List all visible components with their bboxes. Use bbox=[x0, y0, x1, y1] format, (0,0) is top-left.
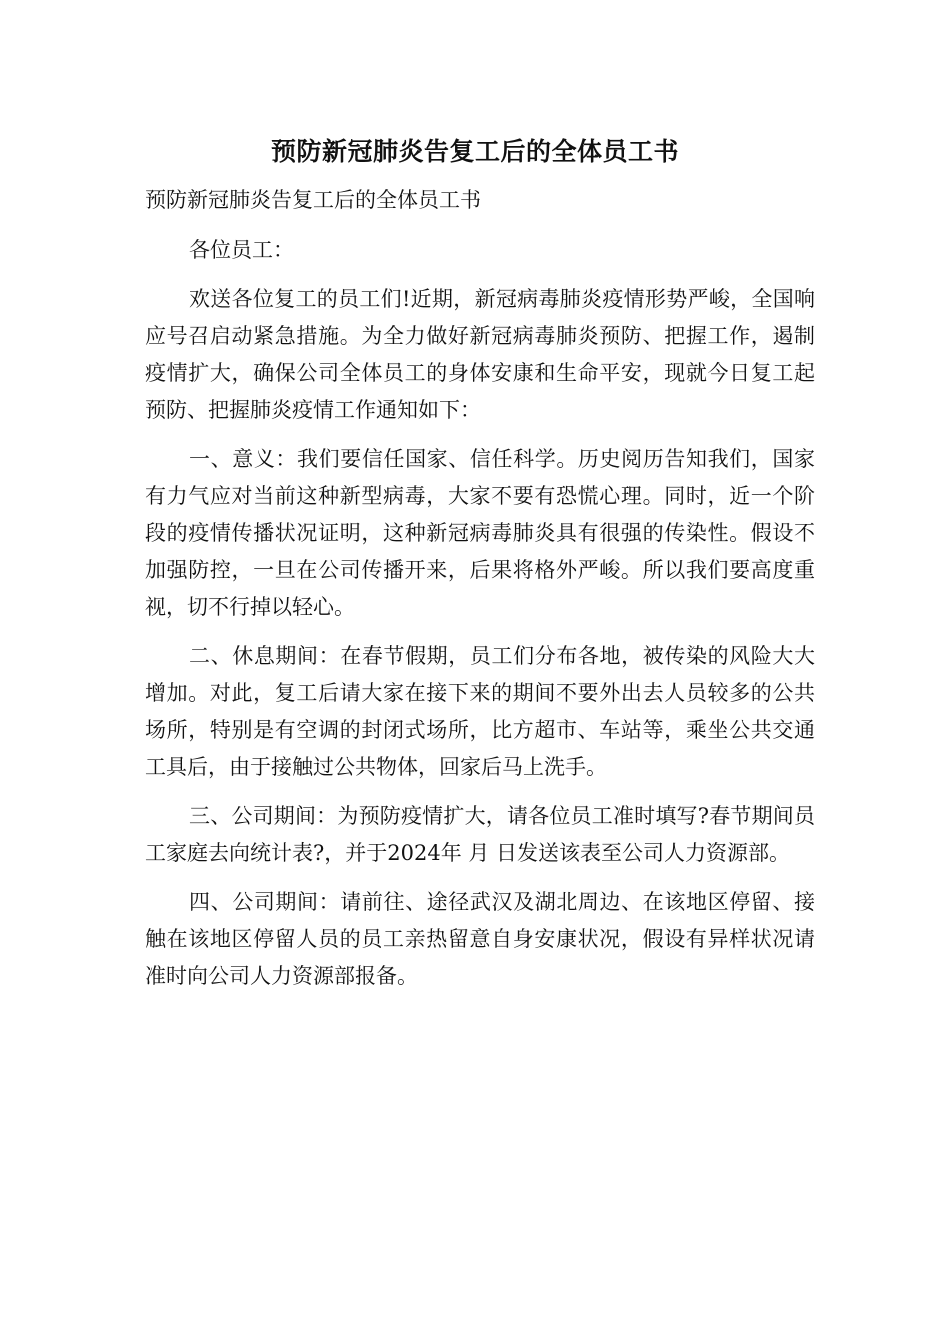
document-title: 预防新冠肺炎告复工后的全体员工书 bbox=[270, 137, 679, 166]
intro-paragraph: 欢送各位复工的员工们!近期，新冠病毒肺炎疫情形势严峻，全国响应号召启动紧急措施。为全力做好新冠病毒肺炎预防、把握工作，遏制疫情扩大，确保公司全体员工的身体安康和生命平安，现就今日复工起预防、把握肺炎疫情工作通知如下： bbox=[145, 287, 815, 422]
section-2-paragraph: 二、休息期间：在春节假期，员工们分布各地，被传染的风险大大增加。对此，复工后请大家在接下来的期间不要外出去人员较多的公共场所，特别是有空调的封闭式场所，比方超市、车站等，乘坐公共交通工具后，由于接触过公共物体，回家后马上洗手。 bbox=[145, 644, 815, 779]
salutation: 各位员工： bbox=[189, 238, 294, 262]
document-subtitle: 预防新冠肺炎告复工后的全体员工书 bbox=[145, 188, 481, 212]
section-1-paragraph: 一、意义：我们要信任国家、信任科学。历史阅历告知我们，国家有力气应对当前这种新型病毒，大家不要有恐慌心理。同时，近一个阶段的疫情传播状况证明，这种新冠病毒肺炎具有很强的传染性。假设不加强防控，一旦在公司传播开来，后果将格外严峻。所以我们要高度重视，切不行掉以轻心。 bbox=[145, 447, 815, 619]
section-3-paragraph: 三、公司期间：为预防疫情扩大，请各位员工准时填写?春节期间员工家庭去向统计表?，并于2024年 月 日发送该表至公司人力资源部。 bbox=[145, 804, 815, 865]
document-body bbox=[145, 182, 815, 1007]
section-4-paragraph: 四、公司期间：请前往、途径武汉及湖北周边、在该地区停留、接触在该地区停留人员的员工亲热留意自身安康状况，假设有异样状况请准时向公司人力资源部报备。 bbox=[145, 890, 815, 988]
